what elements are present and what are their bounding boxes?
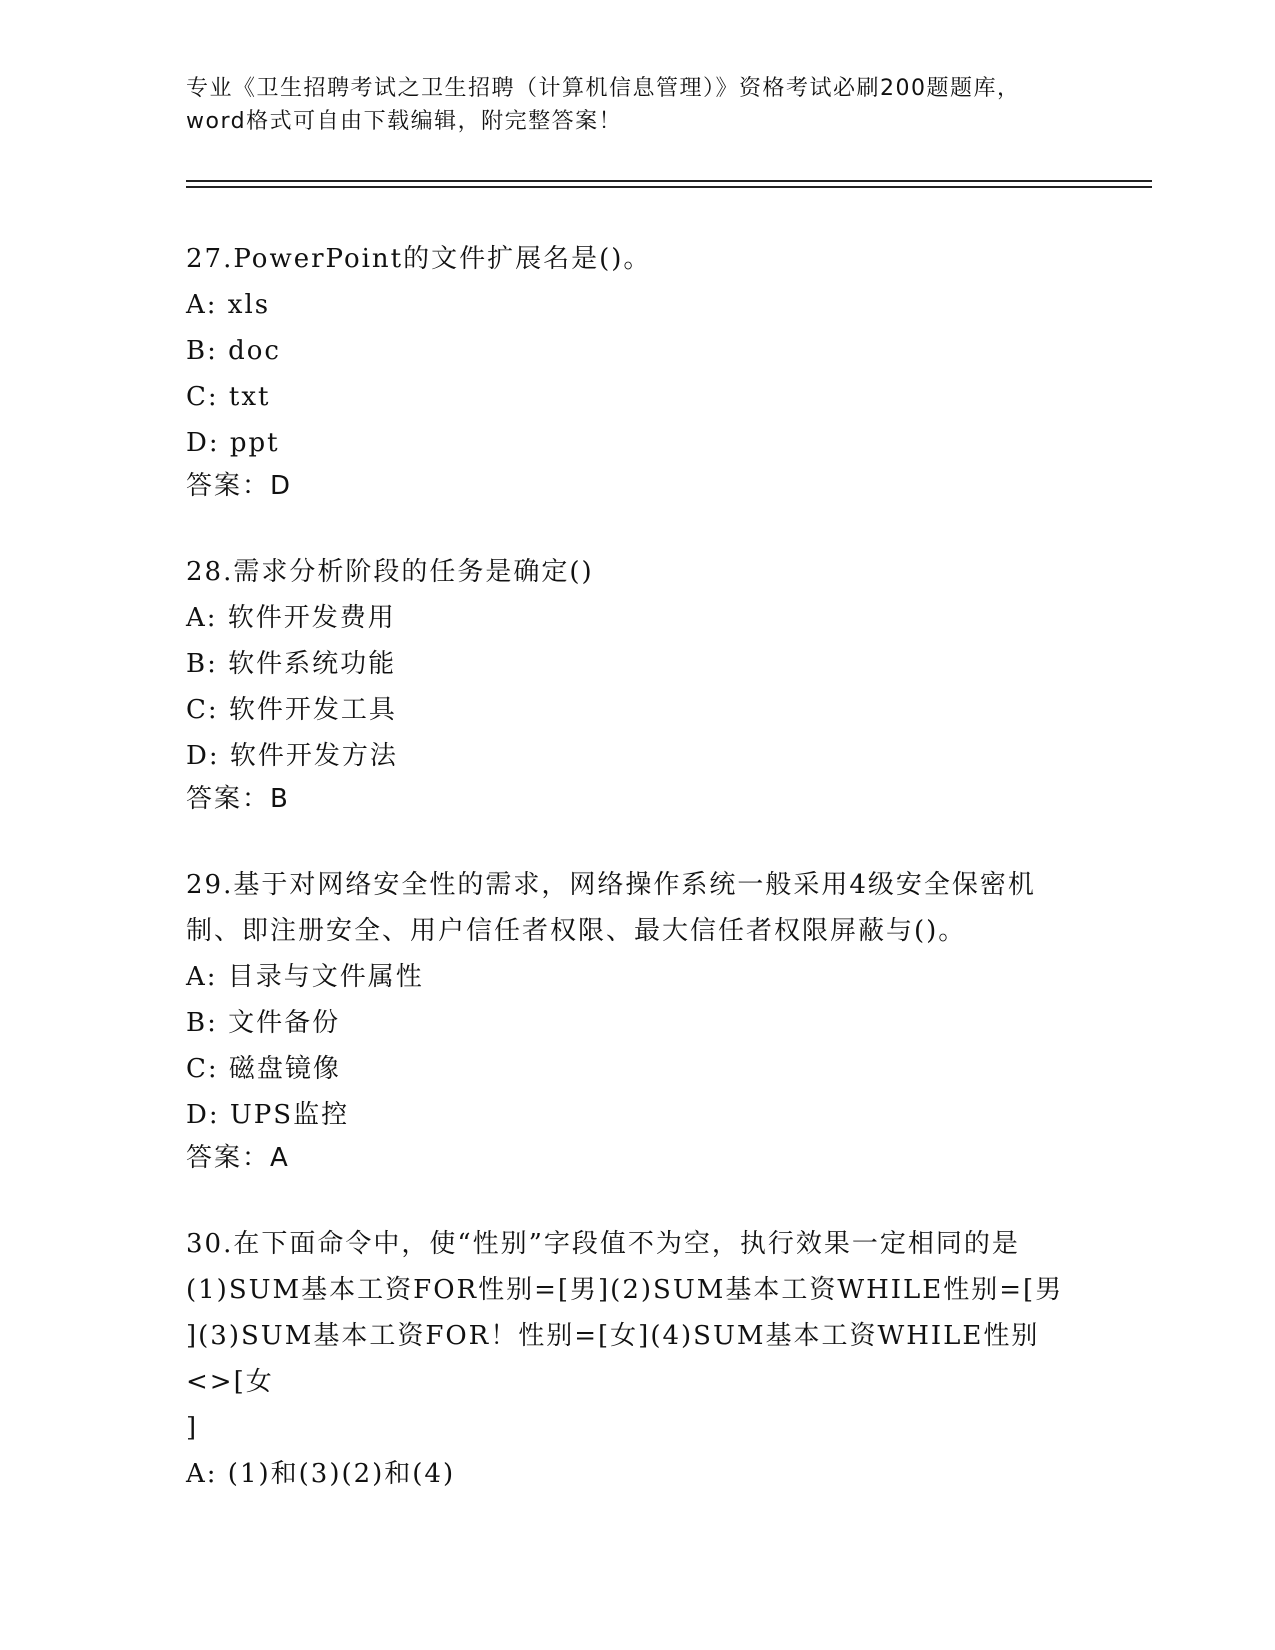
header-divider-top — [186, 180, 1152, 182]
header-line-2: word格式可自由下载编辑，附完整答案！ — [186, 109, 623, 134]
question-28 — [186, 549, 1086, 819]
question-list — [186, 236, 1086, 1540]
option-d: D: 软件开发方法 — [186, 741, 398, 771]
answer: 答案：D — [186, 471, 293, 501]
option-c: C: 磁盘镜像 — [186, 1054, 341, 1084]
option-c: C: txt — [186, 382, 271, 412]
question-text: 27.PowerPoint的文件扩展名是()。 — [186, 244, 652, 274]
question-30 — [186, 1221, 1086, 1497]
option-b: B: 文件备份 — [186, 1008, 341, 1038]
option-d: D: UPS监控 — [186, 1100, 350, 1130]
question-text-line-2: 制、即注册安全、用户信任者权限、最大信任者权限屏蔽与()。 — [186, 916, 967, 946]
option-a: A: 目录与文件属性 — [186, 962, 424, 992]
option-a: A: (1)和(3)(2)和(4) — [186, 1459, 456, 1489]
header-line-1: 专业《卫生招聘考试之卫生招聘（计算机信息管理）》资格考试必刷200题题库， — [186, 76, 1021, 101]
answer: 答案：A — [186, 1143, 290, 1173]
question-text-line-4: ] — [186, 1413, 199, 1443]
question-text-line-1: 30.在下面命令中，使“性别”字段值不为空，执行效果一定相同的是 — [186, 1229, 1020, 1259]
option-a: A: xls — [186, 290, 271, 320]
question-29 — [186, 862, 1086, 1178]
question-27 — [186, 236, 1086, 506]
question-text: 28.需求分析阶段的任务是确定() — [186, 557, 594, 587]
question-text-line-3: ](3)SUM基本工资FOR！性别=[女](4)SUM基本工资WHILE性别<>[女 — [186, 1321, 1040, 1397]
option-d: D: ppt — [186, 428, 280, 458]
question-text-line-2: (1)SUM基本工资FOR性别=[男](2)SUM基本工资WHILE性别=[男 — [186, 1275, 1064, 1305]
question-text-line-1: 29.基于对网络安全性的需求，网络操作系统一般采用4级安全保密机 — [186, 870, 1036, 900]
option-a: A: 软件开发费用 — [186, 603, 396, 633]
answer: 答案：B — [186, 784, 290, 814]
option-c: C: 软件开发工具 — [186, 695, 397, 725]
document-header — [186, 72, 1086, 138]
option-b: B: 软件系统功能 — [186, 649, 397, 679]
header-divider-bottom — [186, 186, 1152, 188]
option-b: B: doc — [186, 336, 281, 366]
